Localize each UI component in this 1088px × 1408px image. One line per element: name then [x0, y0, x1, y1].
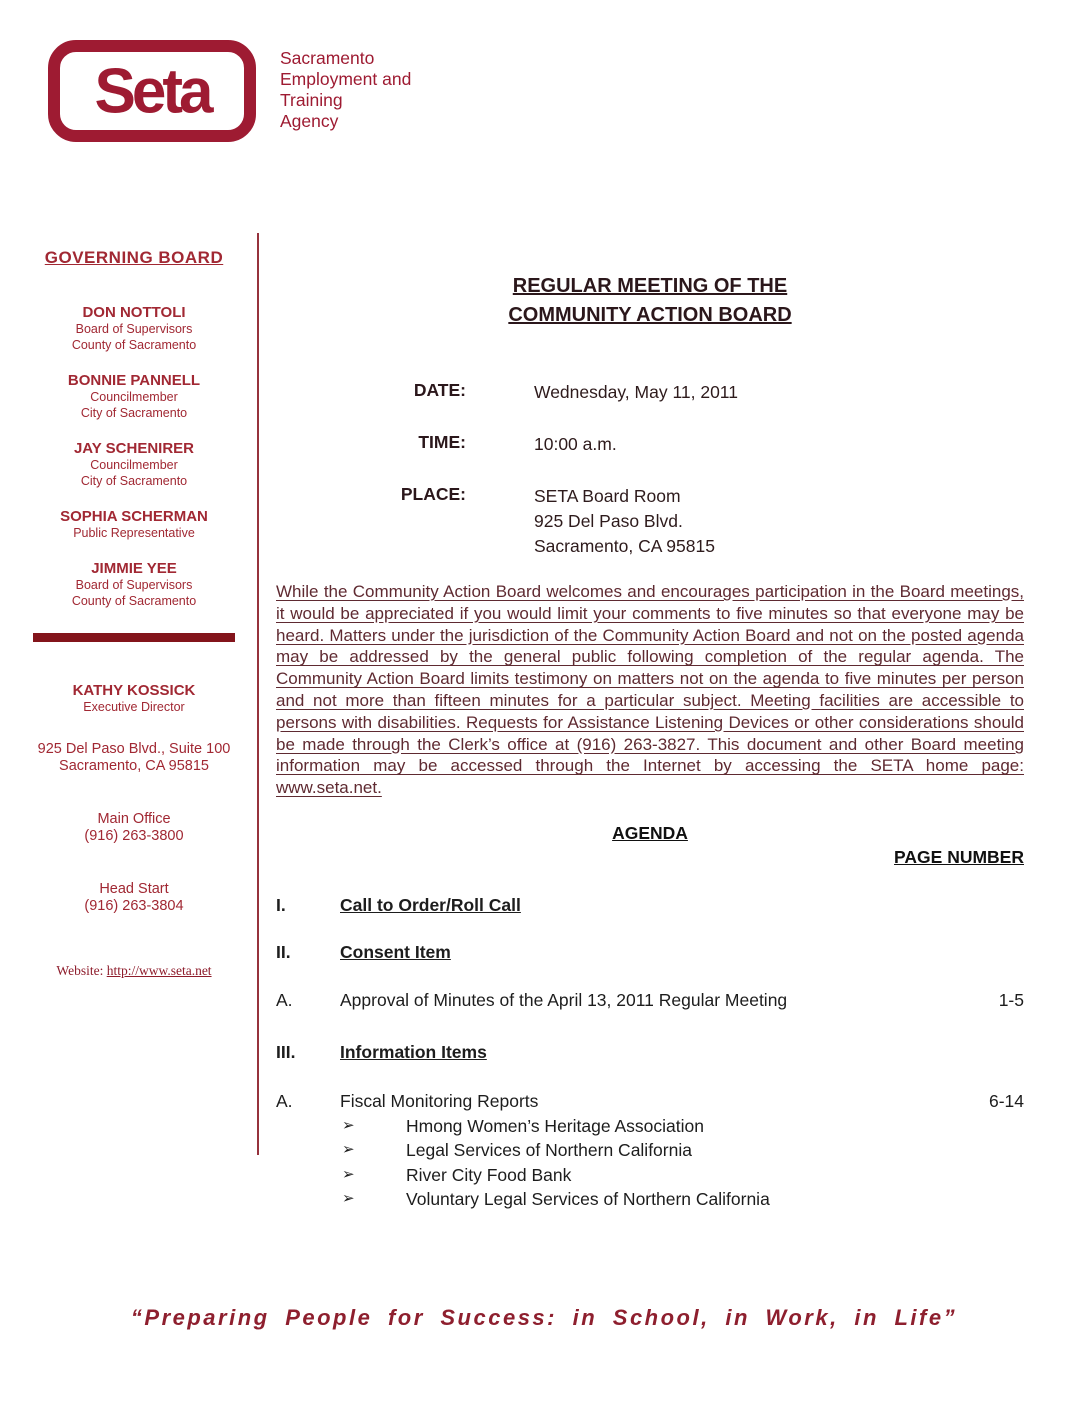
- contact-label: Head Start: [99, 881, 169, 897]
- fiscal-monitoring-bullets: [276, 1114, 1024, 1212]
- vertical-divider: [257, 233, 259, 1155]
- item-pages: [964, 895, 1024, 916]
- agenda-item-III: [276, 1042, 1024, 1063]
- item-numeral: III.: [276, 1041, 296, 1062]
- bullet-text: Voluntary Legal Services of Northern California: [406, 1189, 770, 1210]
- agency-name: [280, 48, 411, 132]
- member-role: Board of Supervisors: [75, 578, 193, 592]
- title-line-1: REGULAR MEETING OF THE: [512, 275, 788, 297]
- sidebar-heading: GOVERNING BOARD: [44, 248, 224, 267]
- bullet-item: [276, 1163, 1024, 1188]
- member-org: City of Sacramento: [80, 406, 188, 420]
- item-pages: [964, 1042, 1024, 1063]
- sidebar-divider: [33, 633, 235, 642]
- governing-board-sidebar: [30, 248, 238, 979]
- agenda-item-I: [276, 895, 1024, 916]
- member-role: Board of Supervisors: [75, 322, 193, 336]
- agency-address: [30, 741, 238, 775]
- member-role: Councilmember: [90, 390, 178, 404]
- board-member: [30, 372, 238, 421]
- page-title: [276, 272, 1024, 330]
- meta-row-date: [276, 380, 1024, 405]
- item-title: Fiscal Monitoring Reports: [340, 1090, 539, 1111]
- website-row: [30, 963, 238, 979]
- member-org: County of Sacramento: [71, 594, 197, 608]
- member-name: BONNIE PANNELL: [67, 372, 201, 389]
- time-label: TIME:: [418, 432, 466, 452]
- item-pages: 1-5: [998, 989, 1024, 1010]
- place-line: Sacramento, CA 95815: [534, 536, 715, 556]
- agency-logo: [48, 40, 411, 142]
- member-name: JIMMIE YEE: [91, 560, 177, 577]
- place-line: SETA Board Room: [534, 486, 681, 506]
- item-pages: 6-14: [988, 1090, 1024, 1111]
- bullet-text: Hmong Women’s Heritage Association: [406, 1115, 704, 1136]
- arrowhead-bullet-icon: ➢: [342, 1165, 355, 1183]
- item-title: Information Items: [340, 1041, 487, 1062]
- director-name: KATHY KOSSICK: [72, 682, 196, 699]
- arrowhead-bullet-icon: ➢: [342, 1141, 355, 1159]
- agenda-heading: AGENDA: [612, 822, 688, 843]
- time-value: 10:00 a.m.: [534, 434, 617, 454]
- agency-name-line: Employment and: [280, 69, 412, 89]
- item-numeral: A.: [276, 989, 293, 1010]
- agency-name-line: Agency: [280, 111, 339, 131]
- bullet-item: [276, 1114, 1024, 1139]
- bullet-item: [276, 1138, 1024, 1163]
- member-org: County of Sacramento: [71, 338, 197, 352]
- item-numeral: I.: [276, 894, 286, 915]
- address-line: Sacramento, CA 95815: [59, 758, 209, 774]
- place-line: 925 Del Paso Blvd.: [534, 511, 683, 531]
- board-member: [30, 508, 238, 541]
- member-name: SOPHIA SCHERMAN: [60, 508, 208, 525]
- main-office-contact: [30, 811, 238, 845]
- item-title: Consent Item: [340, 941, 451, 962]
- date-value: Wednesday, May 11, 2011: [534, 382, 738, 402]
- meeting-meta: [276, 380, 1024, 559]
- executive-director: [30, 682, 238, 715]
- agency-name-line: Sacramento: [280, 48, 375, 68]
- place-value: [534, 484, 715, 559]
- contact-label: Main Office: [97, 811, 171, 827]
- item-numeral: II.: [276, 941, 291, 962]
- arrowhead-bullet-icon: ➢: [342, 1116, 355, 1134]
- item-title: Call to Order/Roll Call: [340, 894, 521, 915]
- bullet-text: Legal Services of Northern California: [406, 1140, 692, 1161]
- board-member: [30, 304, 238, 353]
- address-line: 925 Del Paso Blvd., Suite 100: [37, 741, 231, 757]
- date-label: DATE:: [413, 380, 466, 400]
- member-org: City of Sacramento: [80, 474, 188, 488]
- item-pages: [964, 942, 1024, 963]
- agenda-item-II-A: [276, 990, 1024, 1011]
- bullet-item: [276, 1187, 1024, 1212]
- arrowhead-bullet-icon: ➢: [342, 1190, 355, 1208]
- meta-row-place: [276, 484, 1024, 559]
- meta-row-time: [276, 432, 1024, 457]
- motto-footer: “Preparing People for Success: in School, in Work, in Life”: [130, 1305, 958, 1330]
- member-role: Public Representative: [73, 526, 195, 540]
- seta-logo-mark: [48, 40, 256, 142]
- page-number-heading: PAGE NUMBER: [894, 846, 1024, 867]
- place-label: PLACE:: [400, 484, 466, 504]
- agenda-item-III-A: [276, 1091, 1024, 1112]
- agency-name-line: Training: [280, 90, 343, 110]
- board-member: [30, 440, 238, 489]
- document-body: [276, 272, 1024, 1212]
- bullet-text: River City Food Bank: [406, 1164, 572, 1185]
- member-name: JAY SCHENIRER: [73, 440, 195, 457]
- contact-phone: (916) 263-3804: [84, 898, 184, 914]
- website-link[interactable]: http://www.seta.net: [106, 963, 212, 978]
- agenda-item-II: [276, 942, 1024, 963]
- head-start-contact: [30, 881, 238, 915]
- public-participation-notice: While the Community Action Board welcomes and encourages participation in the Board meetings, it would be appreciated if you would limit your comments to five minutes so that everyone may be heard. Matters under the jurisdiction of the Community Action Board and not on the posted agenda may be addressed by the general public following completion of the regular agenda. The Community Action Board limits testimony on matters not on the agenda to five minutes per person and not more than fifteen minutes for a particular subject. Meeting facilities are accessible to persons with disabilities. Requests for Assistance Listening Devices or other considerations should be made through the Clerk’s office at (916) 263-3827. This document and other Board meeting information may be accessed through the Internet by accessing the SETA home page: www.seta.net.: [276, 582, 1024, 798]
- website-label: Website:: [56, 963, 104, 978]
- member-name: DON NOTTOLI: [82, 304, 186, 321]
- title-line-2: COMMUNITY ACTION BOARD: [508, 304, 792, 326]
- item-numeral: A.: [276, 1090, 293, 1111]
- seta-logo-text: Seta: [94, 55, 210, 127]
- director-title: Executive Director: [83, 700, 185, 714]
- contact-phone: (916) 263-3800: [84, 828, 184, 844]
- item-title: Approval of Minutes of the April 13, 2011 Regular Meeting: [340, 989, 788, 1010]
- member-role: Councilmember: [90, 458, 178, 472]
- board-member: [30, 560, 238, 609]
